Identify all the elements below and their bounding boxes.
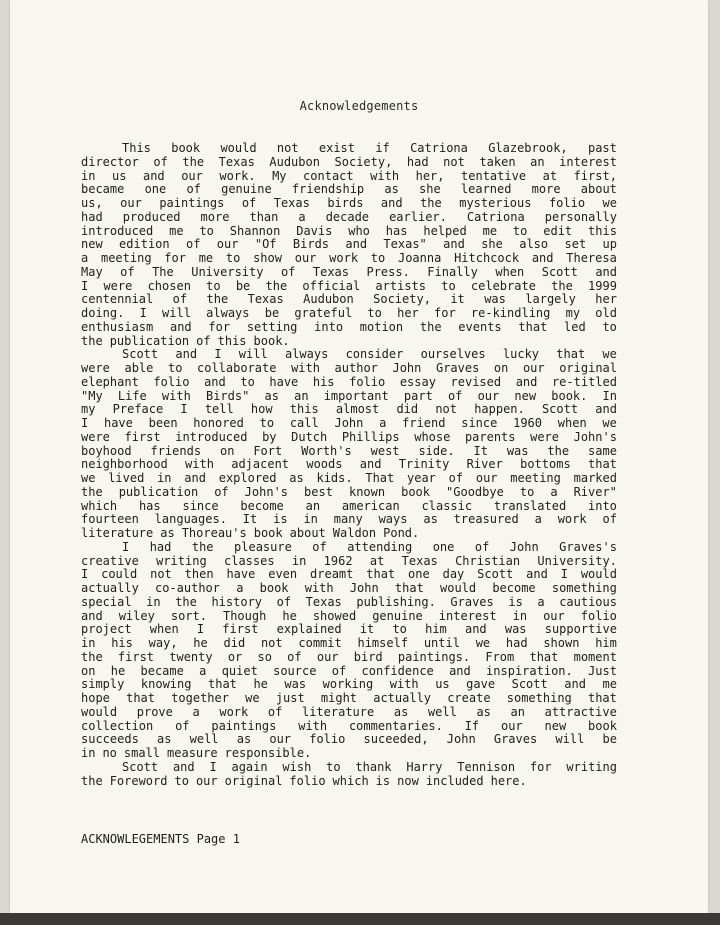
text-line: succeeds as well as our folio suceeded, John Graves will be [81, 732, 617, 747]
text-line: literature as Thoreau's book about Waldon Pond. [81, 526, 420, 540]
text-line: This book would not exist if Catriona Glazebrook, past [122, 141, 617, 155]
text-line: May of The University of Texas Press. Finally when Scott and [81, 264, 617, 279]
text-line: the Foreword to our original folio which is now included here. [81, 773, 527, 788]
text-line: simply knowing that he was working with us gave Scott and me [81, 677, 617, 692]
text-line: in us and our work. My contact with her, tentative at first, [81, 168, 617, 183]
text-line: I could not then have even dreamt that one day Scott and I would [81, 567, 617, 582]
text-line: a meeting for me to show our work to Joanna Hitchcock and Theresa [81, 251, 617, 265]
text-line: my Preface I tell how this almost did not happen. Scott and [81, 402, 617, 417]
text-line: which has since become an american classic translated into [81, 498, 617, 513]
text-line: special in the history of Texas publishing. Graves is a cautious [81, 594, 617, 609]
page-footer: ACKNOWLEGEMENTS Page 1 [81, 832, 240, 846]
text-line: doing. I will always be grateful to her for re-kindling my old [81, 306, 617, 320]
text-line: in no small measure responsible. [81, 746, 312, 760]
text-line: I have been honored to call John a friend since 1960 when we [81, 416, 617, 430]
text-line: the publication of this book. [81, 333, 290, 348]
text-line: we lived in and explored as kids. That year of our meeting marked [81, 471, 617, 485]
text-line: introduced me to Shannon Davis who has helped me to edit this [81, 223, 617, 238]
text-line: I had the pleasure of attending one of John Graves's [122, 539, 617, 554]
text-line: us, our paintings of Texas birds and the mysterious folio we [81, 196, 617, 210]
text-line: hope that together we just might actually create something that [81, 691, 617, 705]
text-line: Scott and I will always consider ourselves lucky that we [122, 347, 617, 362]
text-line: centennial of the Texas Audubon Society, it was largely her [81, 292, 617, 307]
text-line: on he became a quiet source of confidence and inspiration. Just [81, 663, 617, 678]
text-line: I were chosen to be the official artists to celebrate the 1999 [81, 278, 617, 293]
background-edge [0, 913, 720, 925]
text-line: elephant folio and to have his folio essay revised and re-titled [81, 374, 617, 389]
document-page [10, 0, 708, 913]
text-line: would prove a work of literature as well as an attractive [81, 704, 617, 719]
text-line: creative writing classes in 1962 at Texas Christian University. [81, 553, 617, 568]
text-line: were first introduced by Dutch Phillips whose parents were John's [81, 429, 617, 444]
text-line: enthusiasm and for setting into motion the events that led to [81, 319, 617, 334]
text-line: in his way, he did not commit himself until we had shown him [81, 636, 617, 650]
text-line: became one of genuine friendship as she learned more about [81, 182, 617, 197]
text-line: neighborhood with adjacent woods and Trinity River bottoms that [81, 457, 617, 472]
page-title: Acknowledgements [299, 99, 419, 113]
text-line: actually co-author a book with John that would become something [81, 581, 617, 595]
text-line: the publication of John's best known book "Goodbye to a River" [81, 484, 617, 499]
text-line: were able to collaborate with author John Graves on our original [81, 361, 617, 375]
text-line: Scott and I again wish to thank Harry Tennison for writing [122, 759, 617, 774]
text-line: project when I first explained it to him and was supportive [81, 622, 617, 637]
text-line: and wiley sort. Though he showed genuine interest in our folio [81, 608, 617, 623]
document-body [81, 142, 617, 788]
text-line: had produced more than a decade earlier. Catriona personally [81, 209, 617, 224]
text-line: new edition of our "Of Birds and Texas" and she also set up [81, 237, 617, 252]
text-line: fourteen languages. It is in many ways as treasured a work of [81, 512, 617, 527]
text-line: boyhood friends on Fort Worth's west side. It was the same [81, 443, 617, 458]
text-line: the first twenty or so of our bird paintings. From that moment [81, 649, 617, 664]
text-line: collection of paintings with commentaries. If our new book [81, 718, 617, 733]
text-line: director of the Texas Audubon Society, had not taken an interest [81, 154, 617, 169]
text-line: "My Life with Birds" as an important part of our new book. In [81, 388, 617, 403]
